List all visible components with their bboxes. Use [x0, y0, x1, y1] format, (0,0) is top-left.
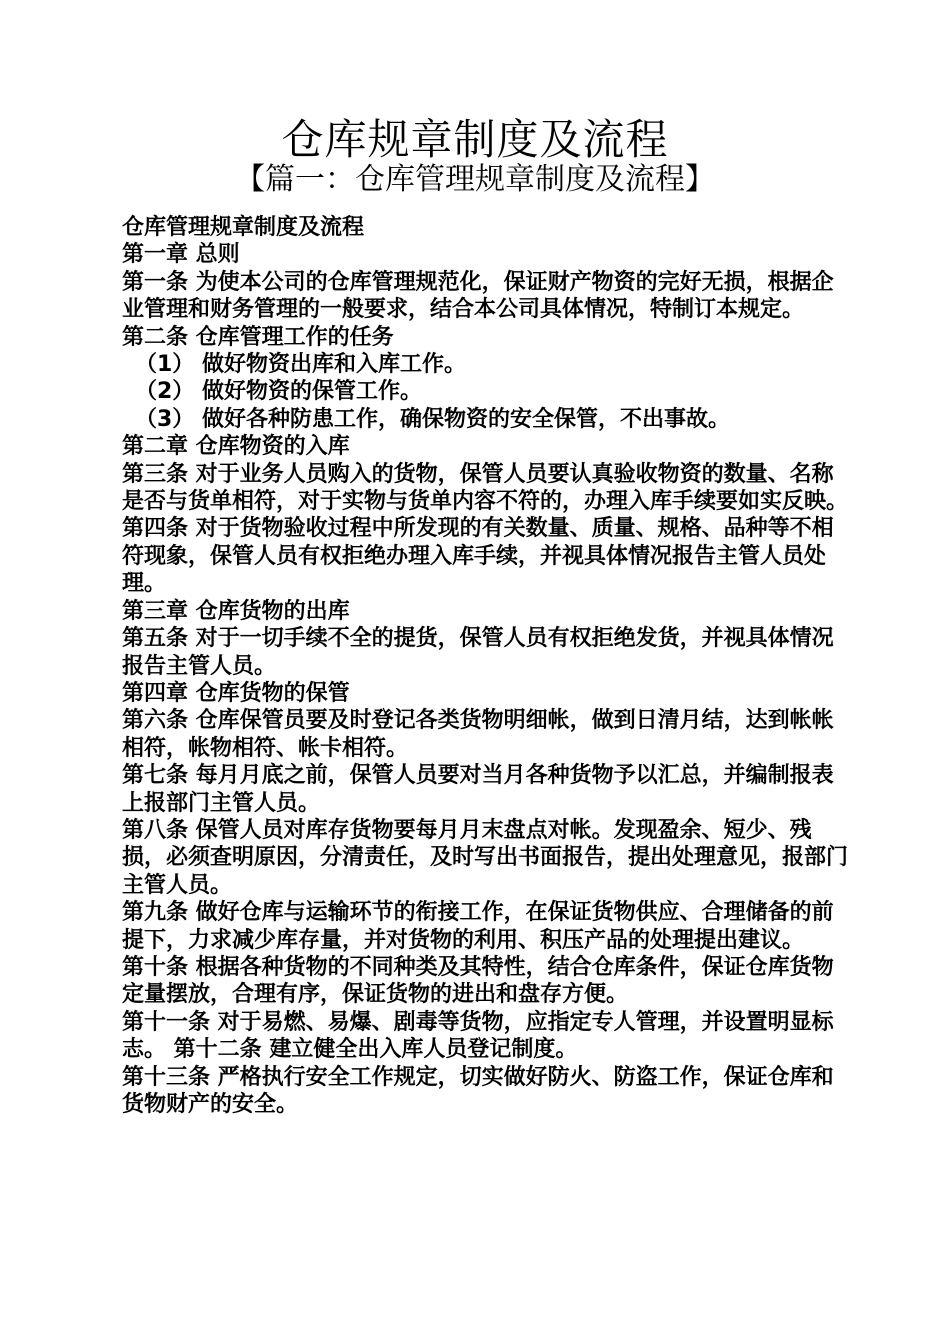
article: 第六条 仓库保管员要及时登记各类货物明细帐，做到日清月结，达到帐帐相符，帐物相符、帐卡相符。: [122, 708, 834, 761]
article: 第九条 做好仓库与运输环节的衔接工作，在保证货物供应、合理储备的前提下，力求减少库存量，并对货物的利用、积压产品的处理提出建议。: [122, 900, 834, 953]
list-item: （1） 做好物资出库和入库工作。: [135, 352, 466, 378]
document-body: [115, 214, 850, 1118]
article: 第十一条 对于易燃、易爆、剧毒等货物，应指定专人管理，并设置明显标志。 第十二条 建立健全出入库人员登记制度。: [122, 1009, 834, 1063]
article: 第一条 为使本公司的仓库管理规范化，保证财产物资的完好无损，根据企业管理和财务管理的一般要求，结合本公司具体情况，特制订本规定。: [122, 269, 834, 323]
chapter-heading: 第二章 仓库物资的入库: [122, 434, 350, 460]
article: 第七条 每月月底之前，保管人员要对当月各种货物予以汇总，并编制报表上报部门主管人员。: [122, 763, 834, 816]
paragraph: 仓库管理规章制度及流程: [122, 215, 365, 240]
list-item: （3） 做好各种防患工作，确保物资的安全保管，不出事故。: [135, 406, 730, 432]
article: 第十条 根据各种货物的不同种类及其特性，结合仓库条件，保证仓库货物定量摆放，合理有序，保证货物的进出和盘存方便。: [122, 954, 834, 1008]
document-title: 仓库规章制度及流程: [281, 115, 669, 164]
article: 第十三条 严格执行安全工作规定，切实做好防火、防盗工作，保证仓库和货物财产的安全。: [122, 1064, 834, 1117]
chapter-heading: 第一章 总则: [122, 242, 240, 268]
document-subtitle: 【篇一：仓库管理规章制度及流程】: [235, 162, 715, 197]
chapter-heading: 第四章 仓库货物的保管: [122, 680, 350, 706]
article: 第二条 仓库管理工作的任务: [122, 324, 394, 350]
chapter-heading: 第三章 仓库货物的出库: [122, 598, 350, 624]
article: 第五条 对于一切手续不全的提货，保管人员有权拒绝发货，并视具体情况报告主管人员。: [122, 626, 834, 679]
article: 第八条 保管人员对库存货物要每月月末盘点对帐。发现盈余、短少、残损，必须查明原因，分清责任，及时写出书面报告，提出处理意见，报部门主管人员。: [122, 817, 849, 898]
article: 第三条 对于业务人员购入的货物，保管人员要认真验收物资的数量、名称是否与货单相符，对于实物与货单内容不符的，办理入库手续要如实反映。: [122, 461, 849, 515]
list-item: （2） 做好物资的保管工作。: [135, 379, 422, 405]
article: 第四条 对于货物验收过程中所发现的有关数量、质量、规格、品种等不相符现象，保管人员有权拒绝办理入库手续，并视具体情况报告主管人员处理。: [122, 516, 834, 597]
